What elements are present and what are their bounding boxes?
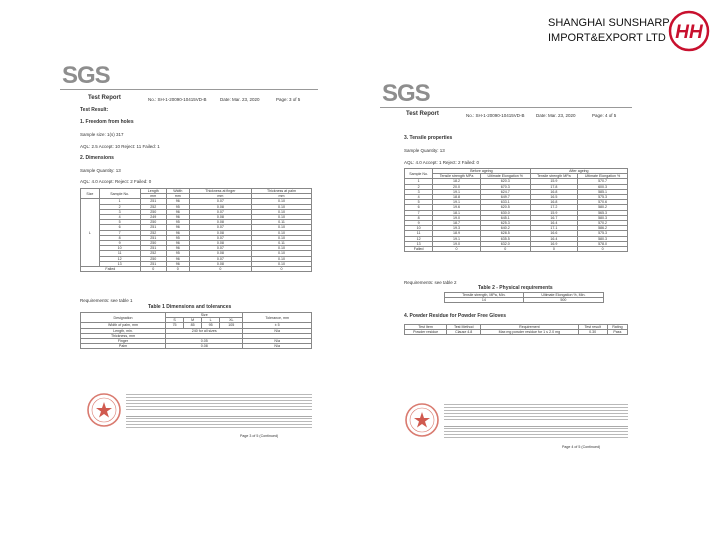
table-cell: 670.3 [480,184,530,189]
table-cell: 0.10 [251,246,311,251]
footer-rule [444,426,628,427]
section-3-aql: AQL: 4.0 Accept: 1 Reject: 2 Failed: 0 [404,160,480,165]
table-cell: 0.07 [189,235,251,240]
size-cell: XL [220,318,243,323]
footer-page-note: Page 3 of 5 (Continued) [240,434,279,438]
table-cell: 15.9 [530,179,578,184]
table-cell: 2 [99,204,140,209]
table-cell: 16.4 [530,236,578,241]
table-header-cell: Ultimate Elongation %, Min. [523,293,603,298]
table-cell: 0.10 [251,215,311,220]
table-cell: 0.07 [189,199,251,204]
section-4-title: 4. Powder Residue for Powder Free Gloves [404,313,506,319]
table-cell: 19.0 [433,241,481,246]
table-cell: 645.1 [480,215,530,220]
table-cell: 0.07 [189,256,251,261]
table-cell: 6 [405,205,433,210]
report-label: Test Report [88,95,121,101]
table-cell: 249 [140,215,166,220]
table-cell: 16.6 [530,231,578,236]
table-group-cell: Before ageing [433,169,530,174]
table-cell: 0 [530,247,578,252]
table-cell: 0.08 [189,204,251,209]
table-header-cell: Requirement [481,325,578,330]
table-header-cell: Test result [578,325,607,330]
table-cell: 95 [166,204,189,209]
report-date: Date: Mar. 23, 2020 [536,113,576,118]
table-cell: N/a [243,339,312,344]
table-cell: Thickness, mm [81,333,166,338]
table-cell: 15.9 [530,210,578,215]
table-cell: 17.1 [530,226,578,231]
table-cell: 19.1 [433,200,481,205]
table-header-cell: Size [81,189,100,199]
table-cell: 0 [189,267,251,272]
table-cell: 18.1 [433,210,481,215]
table-cell: 12 [99,256,140,261]
table-unit-cell: mm [189,194,251,199]
table-cell: 8 [99,235,140,240]
table-cell: 96 [166,230,189,235]
report-number: No.: SH-1-20090-10415VD-B [466,113,525,118]
table-header-cell: Length [140,189,166,194]
table-cell: 95 [166,235,189,240]
table-cell: 0.08 [189,215,251,220]
section-2-title: 2. Dimensions [80,155,114,161]
table-cell: 0 [251,267,311,272]
table-cell: 16.5 [530,195,578,200]
table-cell: 252 [140,230,166,235]
table-cell: 96 [166,246,189,251]
header-rule [380,107,632,108]
table-cell: 620.3 [480,179,530,184]
table-cell: 19.0 [433,215,481,220]
table-header-cell: Tensile strength MPa [530,174,578,179]
table-cell: 0.10 [251,230,311,235]
table-cell: 600.3 [578,184,628,189]
requirements-note: Requirements: see table 2 [404,280,457,285]
table-cell: 0.11 [251,241,311,246]
section-1-sample: Sample size: 1(s) 317 [80,132,124,137]
table-cell: 9 [405,221,433,226]
table-row [81,328,312,333]
table-cell: 586.2 [578,226,628,231]
table-cell: 585.1 [578,189,628,194]
table-cell: 649.7 [480,195,530,200]
table-cell: 251 [140,235,166,240]
table-cell: 96 [166,256,189,261]
header-rule [60,89,318,90]
footer-page-note: Page 4 of 5 (Continued) [562,445,601,449]
table-cell: 11 [405,231,433,236]
table-cell: 10 [405,226,433,231]
test-result-label: Test Result: [80,107,109,113]
table-cell: 250 [140,220,166,225]
table-cell: 0.08 [166,344,243,349]
table-cell: 6 [99,225,140,230]
table-cell: 19.1 [433,236,481,241]
table-header-cell: Ultimate Elongation % [480,174,530,179]
table-header-cell: Tolerance, mm [243,313,312,323]
report-page: Page: 4 of 5 [592,113,617,118]
test-report-page-4 [380,80,632,452]
table-cell: 635.5 [480,236,530,241]
table-cell: 0.08 [189,251,251,256]
table-cell: 16.7 [530,215,578,220]
size-cell: L [202,318,220,323]
table-cell: 630.0 [480,210,530,215]
table-cell: 96 [166,199,189,204]
table-header-cell: Thickness at finger [189,189,251,194]
table-cell: 0 [578,247,628,252]
legal-disclaimer-text [126,394,312,412]
table-cell: 18.7 [433,221,481,226]
table-cell: Pass [607,330,627,335]
table-cell: 570.7 [578,179,628,184]
section-3-sample: Sample Quantity: 13 [404,148,445,153]
table-cell: Failed [81,267,141,272]
table-cell: 10 [99,246,140,251]
test-report-page-3 [60,62,318,440]
table-failed-row [81,267,312,272]
table-cell: 628.5 [480,231,530,236]
table-cell: 7 [405,210,433,215]
footer-rule [126,416,312,417]
table-cell: 0.07 [189,225,251,230]
size-cell: M [184,318,202,323]
section-2-sample: Sample Quantity: 13 [80,168,121,173]
table-cell: 580.3 [578,236,628,241]
table-cell: 250 [140,241,166,246]
table-cell: 0 [433,247,481,252]
table-cell: 0.08 [189,241,251,246]
table-header-cell: Sample No. [99,189,140,199]
tensile-table [404,168,628,252]
table-failed-row [405,247,628,252]
table-cell: 19.6 [433,205,481,210]
table-cell: 17.2 [530,205,578,210]
table-header-cell: Test Item [405,325,447,330]
table-cell: 565.3 [578,210,628,215]
section-3-title: 3. Tensile properties [404,135,453,141]
table-cell: 96 [166,215,189,220]
table-cell: 18.2 [433,179,481,184]
table-cell: 96 [166,241,189,246]
table-cell: 624.7 [480,189,530,194]
table-cell: 252 [140,204,166,209]
table-1-title: Table 1 Dimensions and tolerances [148,304,232,310]
table-cell: Failed [405,247,433,252]
table-cell: 14 [445,298,524,303]
table-cell: 0.11 [251,220,311,225]
table-cell: 7 [99,230,140,235]
table-cell: 0.10 [251,204,311,209]
table-cell: 0.30 [578,330,607,335]
table-cell: 0.10 [251,261,311,266]
table-cell: 3 [99,209,140,214]
table-cell: 500 [523,298,603,303]
footer-address-text [444,428,628,440]
table-header-cell: Tensile strength MPa [433,174,481,179]
table-cell: ± 5 [243,323,312,328]
table-cell: 16.4 [530,221,578,226]
table-header-cell: Thickness at palm [251,189,311,194]
table-cell: 95 [166,251,189,256]
table-cell: 85 [184,323,202,328]
table-cell: 1 [405,179,433,184]
report-number: No.: SH-1-20090-10415VD-B [148,97,207,102]
red-seal-icon [404,402,440,438]
red-seal-icon [86,392,122,428]
table-cell: Length, min. [81,328,166,333]
report-label: Test Report [406,111,439,117]
table-cell: 3 [405,189,433,194]
table-cell: 0 [480,247,530,252]
table-cell: 17.8 [530,184,578,189]
table-cell: 240 for all sizes [166,328,243,333]
table-cell: 11 [99,251,140,256]
table-unit-cell: mm [166,194,189,199]
table-cell: Powder residue [405,330,447,335]
table-2-title: Table 2 - Physical requirements [478,285,553,291]
table-cell: 95 [166,220,189,225]
table-cell: 1 [99,199,140,204]
table-cell: 625.3 [480,221,530,226]
company-name-line1: SHANGHAI SUNSHARP [548,17,670,29]
table-cell: 18.9 [433,231,481,236]
table-cell: 5 [405,200,433,205]
table-cell: 250 [140,256,166,261]
report-page: Page: 3 of 5 [276,97,301,102]
table-cell: 18.8 [433,195,481,200]
company-name-line2: IMPORT&EXPORT LTD [548,32,666,44]
table-cell: 19.1 [433,189,481,194]
table-cell: 16.8 [530,200,578,205]
footer-address-text [126,418,312,430]
powder-residue-table [404,324,628,335]
table-cell: 570.2 [578,221,628,226]
table-header-cell: Width [166,189,189,194]
table-cell: 16.8 [530,189,578,194]
table-cell: 570.6 [578,200,628,205]
table-unit-cell: mm [140,194,166,199]
table-unit-cell: mm [251,194,311,199]
table-cell: 20.0 [433,184,481,189]
table-row [445,298,604,303]
table-cell: L [81,199,100,267]
table-header-cell: Sample No. [405,169,433,179]
report-date: Date: Mar. 23, 2020 [220,97,260,102]
table-cell: 633.1 [480,200,530,205]
table-cell: 0 [166,267,189,272]
table-cell: 575.3 [578,231,628,236]
table-cell: 13 [99,261,140,266]
table-row [405,330,628,335]
table-cell: 13 [405,241,433,246]
table-cell: 580.2 [578,205,628,210]
table-cell: 0.05 [166,339,243,344]
table-cell: 0.10 [251,209,311,214]
requirements-note: Requirements: see table 1 [80,298,133,303]
section-1-aql: AQL: 2.5 Accept: 10 Reject: 11 Failed: 1 [80,144,160,149]
table-cell: 0 [140,267,166,272]
table-cell: 250 [140,209,166,214]
table-header-cell: Size [166,313,243,318]
table-cell: 95 [202,323,220,328]
sgs-logo: SGS [62,62,110,89]
table-cell: 0.10 [251,225,311,230]
section-2-aql: AQL: 4.0 Accept: Reject: 2 Failed: 0 [80,179,152,184]
table-cell: N/a [243,328,312,333]
table-cell: 0.10 [251,256,311,261]
table-cell: 96 [166,261,189,266]
table-header-cell: Rating [607,325,627,330]
table-header-cell: Tensile strength, MPa, Min. [445,293,524,298]
table-cell: 0.10 [251,251,311,256]
section-1-title: 1. Freedom from holes [80,119,134,125]
table-cell: 252 [140,251,166,256]
sgs-logo: SGS [382,80,430,107]
company-name [548,16,670,46]
table-cell: 75 [166,323,184,328]
table-cell: 0.10 [251,199,311,204]
company-logo-text: HH [675,22,703,43]
table-cell: 0.07 [189,209,251,214]
table-header-cell: Designation [81,313,166,323]
table-cell: 16.9 [530,241,578,246]
table-cell: 251 [140,225,166,230]
table-cell: 2 [405,184,433,189]
table-row [81,344,312,349]
table-cell: 251 [140,199,166,204]
table-cell: 632.0 [480,241,530,246]
table-cell: 12 [405,236,433,241]
table-header-cell: Ultimate Elongation % [578,174,628,179]
table-cell: 580.3 [578,215,628,220]
table-cell: 640.2 [480,226,530,231]
table-cell: 0.08 [189,220,251,225]
table-cell: 251 [140,246,166,251]
table-cell: Max mg powder residue for 1 ≤ 2.0 mg [481,330,578,335]
table-cell: 96 [166,209,189,214]
table-cell: 9 [99,241,140,246]
table-cell: 0.08 [189,261,251,266]
table-cell: Width of palm, mm [81,323,166,328]
table-cell: 96 [166,225,189,230]
table-header-cell: Test Method [447,325,481,330]
table-cell: 0.10 [251,235,311,240]
table-cell: 251 [140,261,166,266]
company-logo-icon [668,10,710,52]
table-cell: 19.3 [433,226,481,231]
table-cell: 5 [99,220,140,225]
table-cell: 575.3 [578,195,628,200]
tolerances-table [80,312,312,349]
table-cell: 0.08 [189,230,251,235]
table-cell: 620.5 [480,205,530,210]
table-cell: 8 [405,215,433,220]
table-cell: 105 [220,323,243,328]
table-cell: Palm [81,344,166,349]
table-cell: 4 [99,215,140,220]
size-cell: S [166,318,184,323]
table-cell: Clause 4.8 [447,330,481,335]
table-cell: Finger [81,339,166,344]
table-cell: 578.0 [578,241,628,246]
table-cell: 4 [405,195,433,200]
table-cell: N/a [243,344,312,349]
dimensions-table [80,188,312,272]
legal-disclaimer-text [444,404,628,422]
table-cell: 0.07 [189,246,251,251]
table-group-cell: After ageing [530,169,627,174]
physical-requirements-table [444,292,604,303]
